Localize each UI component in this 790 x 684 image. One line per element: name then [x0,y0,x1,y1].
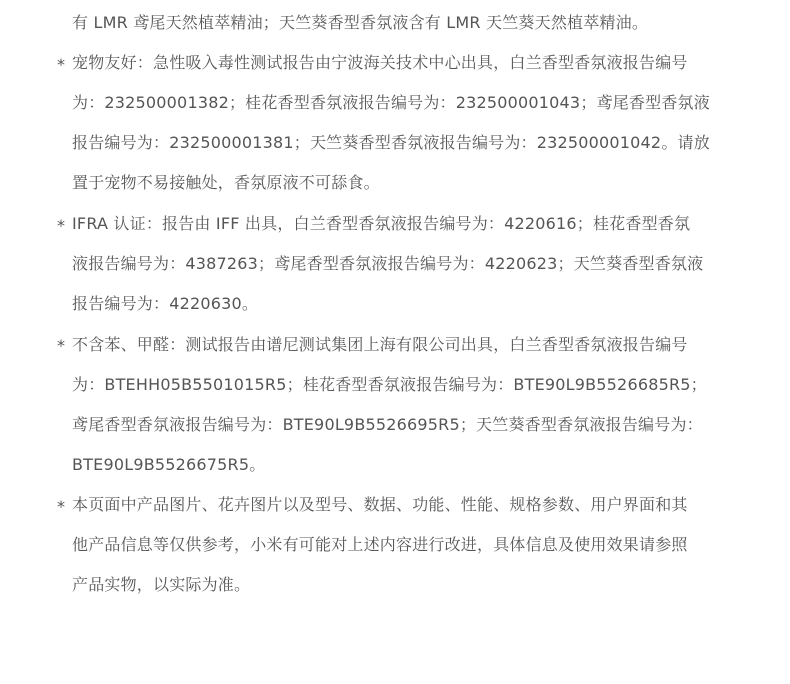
note-line: 鸢尾香型香氛液报告编号为：BTE90L9B5526695R5；天竺葵香型香氛液报告编号为： [72,415,703,434]
note-line: 宠物友好：急性吸入毒性测试报告由宁波海关技术中心出具，白兰香型香氛液报告编号 [72,53,688,72]
note-line: 不含苯、甲醛：测试报告由谱尼测试集团上海有限公司出具，白兰香型香氛液报告编号 [72,335,688,354]
note-line: IFRA 认证：报告由 IFF 出具，白兰香型香氛液报告编号为：4220616；桂花香型香氛 [72,214,691,233]
lead-line: 有 LMR 鸢尾天然植萃精油；天竺葵香型香氛液含有 LMR 天竺葵天然植萃精油。 [72,13,649,32]
note-line: BTE90L9B5526675R5。 [72,455,266,474]
note-line: 为：BTEHH05B5501015R5；桂花香型香氛液报告编号为：BTE90L9B5526685R5； [72,375,707,394]
note-line: 本页面中产品图片、花卉图片以及型号、数据、功能、性能、规格参数、用户界面和其 [72,495,688,514]
note-line: 报告编号为：4220630。 [72,294,259,313]
bullet-marker: * [57,216,65,235]
note-line: 置于宠物不易接触处，香氛原液不可舔食。 [72,173,380,192]
bullet-marker: * [57,336,65,355]
bullet-marker: * [57,55,65,74]
note-line: 他产品信息等仅供参考，小米有可能对上述内容进行改进，具体信息及使用效果请参照 [72,535,688,554]
note-line: 液报告编号为：4387263；鸢尾香型香氛液报告编号为：4220623；天竺葵香型香氛液 [72,254,704,273]
note-line: 报告编号为：232500001381；天竺葵香型香氛液报告编号为：232500001042。请放 [72,133,710,152]
note-line: 产品实物，以实际为准。 [72,575,251,594]
note-line: 为：232500001382；桂花香型香氛液报告编号为：232500001043；鸢尾香型香氛液 [72,93,710,112]
bullet-marker: * [57,497,65,516]
